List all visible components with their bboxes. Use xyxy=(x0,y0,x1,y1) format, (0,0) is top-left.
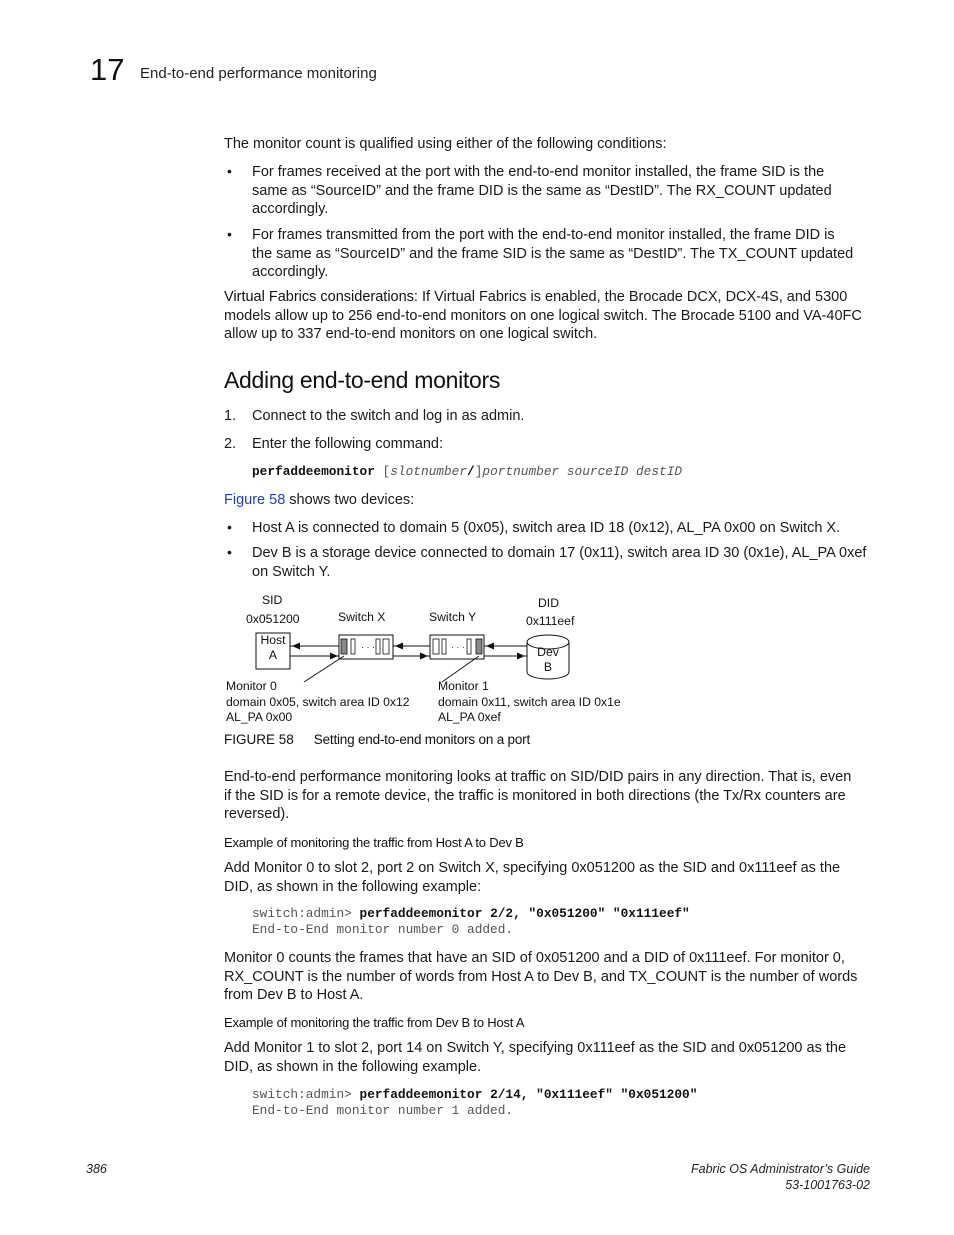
sid-value: 0x051200 xyxy=(246,612,300,626)
list-item: Host A is connected to domain 5 (0x05), switch area ID 18 (0x12), AL_PA 0x00 on Switch X. xyxy=(252,520,841,536)
arrow-icon xyxy=(486,643,494,650)
command-syntax: perfaddeemonitor [slotnumber/]portnumber sourceID destID xyxy=(252,464,683,479)
switch-x-port-left xyxy=(341,639,347,654)
switch-x-label: Switch X xyxy=(338,610,386,624)
sid-label: SID xyxy=(262,593,283,607)
arrow-icon xyxy=(330,653,338,660)
monitor-1-label: Monitor 1 domain 0x11, switch area ID 0x1e AL_PA 0xef xyxy=(438,679,621,724)
figure-number: FIGURE 58 xyxy=(224,732,294,747)
list-item: Dev B is a storage device connected to domain 17 (0x11), switch area ID 30 (0x1e), AL_PA 0xef on Switch Y. xyxy=(252,545,867,580)
monitoring-paragraph: End-to-end performance monitoring looks at traffic on SID/DID pairs in any direction. That is, even if the SID is for a remote device, the traffic is monitored in both directions (the Tx/Rx counters are reversed). xyxy=(224,769,852,823)
example-2-code: switch:admin> perfaddeemonitor 2/14, "0x111eef" "0x051200" End-to-End monitor number 1 added. xyxy=(252,1087,698,1118)
example-1-code: switch:admin> perfaddeemonitor 2/2, "0x051200" "0x111eef" End-to-End monitor number 0 added. xyxy=(252,906,690,937)
bullet-icon: • xyxy=(227,163,232,179)
figure-58-diagram xyxy=(220,590,640,725)
arrow-icon xyxy=(517,653,525,660)
bullet-icon: • xyxy=(227,544,232,560)
figure-reference: Figure 58 shows two devices: xyxy=(224,492,415,508)
example-2-heading: Example of monitoring the traffic from Dev B to Host A xyxy=(224,1015,525,1030)
vf-considerations-paragraph: Virtual Fabrics considerations: If Virtual Fabrics is enabled, the Brocade DCX, DCX-4S, and 5300 models allow up to 256 end-to-end monitors on one logical switch. The Brocade 5100 and VA-40FC allow up to 337 end-to-end monitors on one logical switch. xyxy=(224,289,862,343)
vf-label: Virtual Fabrics considerations: xyxy=(224,289,418,305)
chapter-title: End-to-end performance monitoring xyxy=(140,65,377,82)
arrow-icon xyxy=(420,653,428,660)
step-text: Enter the following command: xyxy=(252,436,444,452)
example-1-explanation: Monitor 0 counts the frames that have an SID of 0x051200 and a DID of 0x111eef. For monitor 0, RX_COUNT is the number of words from Host A to Dev B, and TX_COUNT is the number of words from Dev B to Host A. xyxy=(224,950,858,1004)
figure-caption xyxy=(224,732,530,747)
footer-doc-number: 53-1001763-02 xyxy=(785,1178,870,1192)
arrow-icon xyxy=(292,643,300,650)
section-heading: Adding end-to-end monitors xyxy=(224,367,501,393)
list-item: For frames transmitted from the port with the end-to-end monitor installed, the frame DID is the same as “SourceID” and the frame SID is the same as “DestID”. The TX_COUNT updated accordingly. xyxy=(252,227,854,281)
figure-caption-text: Setting end-to-end monitors on a port xyxy=(313,732,531,747)
host-label: Host A xyxy=(260,633,286,662)
list-item: For frames received at the port with the end-to-end monitor installed, the frame SID is the same as “SourceID” and the frame DID is the same as “DestID”. The RX_COUNT updated accordingly. xyxy=(252,164,832,218)
step-number: 1. xyxy=(224,408,237,424)
did-value: 0x111eef xyxy=(526,614,575,628)
bullet-icon: • xyxy=(227,226,232,242)
arrow-icon xyxy=(395,643,403,650)
page-number: 386 xyxy=(86,1162,107,1176)
step-number: 2. xyxy=(224,436,237,452)
footer-guide-title: Fabric OS Administrator’s Guide xyxy=(691,1162,870,1176)
monitor-0-label: Monitor 0 domain 0x05, switch area ID 0x12 AL_PA 0x00 xyxy=(226,679,410,724)
bullet-icon: • xyxy=(227,519,232,535)
step-text: Connect to the switch and log in as admin. xyxy=(252,408,525,424)
example-1-paragraph: Add Monitor 0 to slot 2, port 2 on Switch X, specifying 0x051200 as the SID and 0x111eef as the DID, as shown in the following example: xyxy=(224,860,841,895)
switch-y-label: Switch Y xyxy=(429,610,477,624)
example-2-paragraph: Add Monitor 1 to slot 2, port 14 on Switch Y, specifying 0x111eef as the SID and 0x051200 as the DID, as shown in the following example. xyxy=(224,1040,847,1075)
intro-paragraph: The monitor count is qualified using either of the following conditions: xyxy=(224,136,667,152)
did-label: DID xyxy=(538,596,559,610)
figure-58-link[interactable]: Figure 58 xyxy=(224,492,286,508)
svg-text:· · ·: · · · xyxy=(451,642,465,652)
dev-label: Dev B xyxy=(537,645,559,674)
chapter-number: 17 xyxy=(90,52,125,87)
switch-y-port-right xyxy=(476,639,482,654)
svg-text:· · ·: · · · xyxy=(361,642,375,652)
example-1-heading: Example of monitoring the traffic from Host A to Dev B xyxy=(224,835,524,850)
